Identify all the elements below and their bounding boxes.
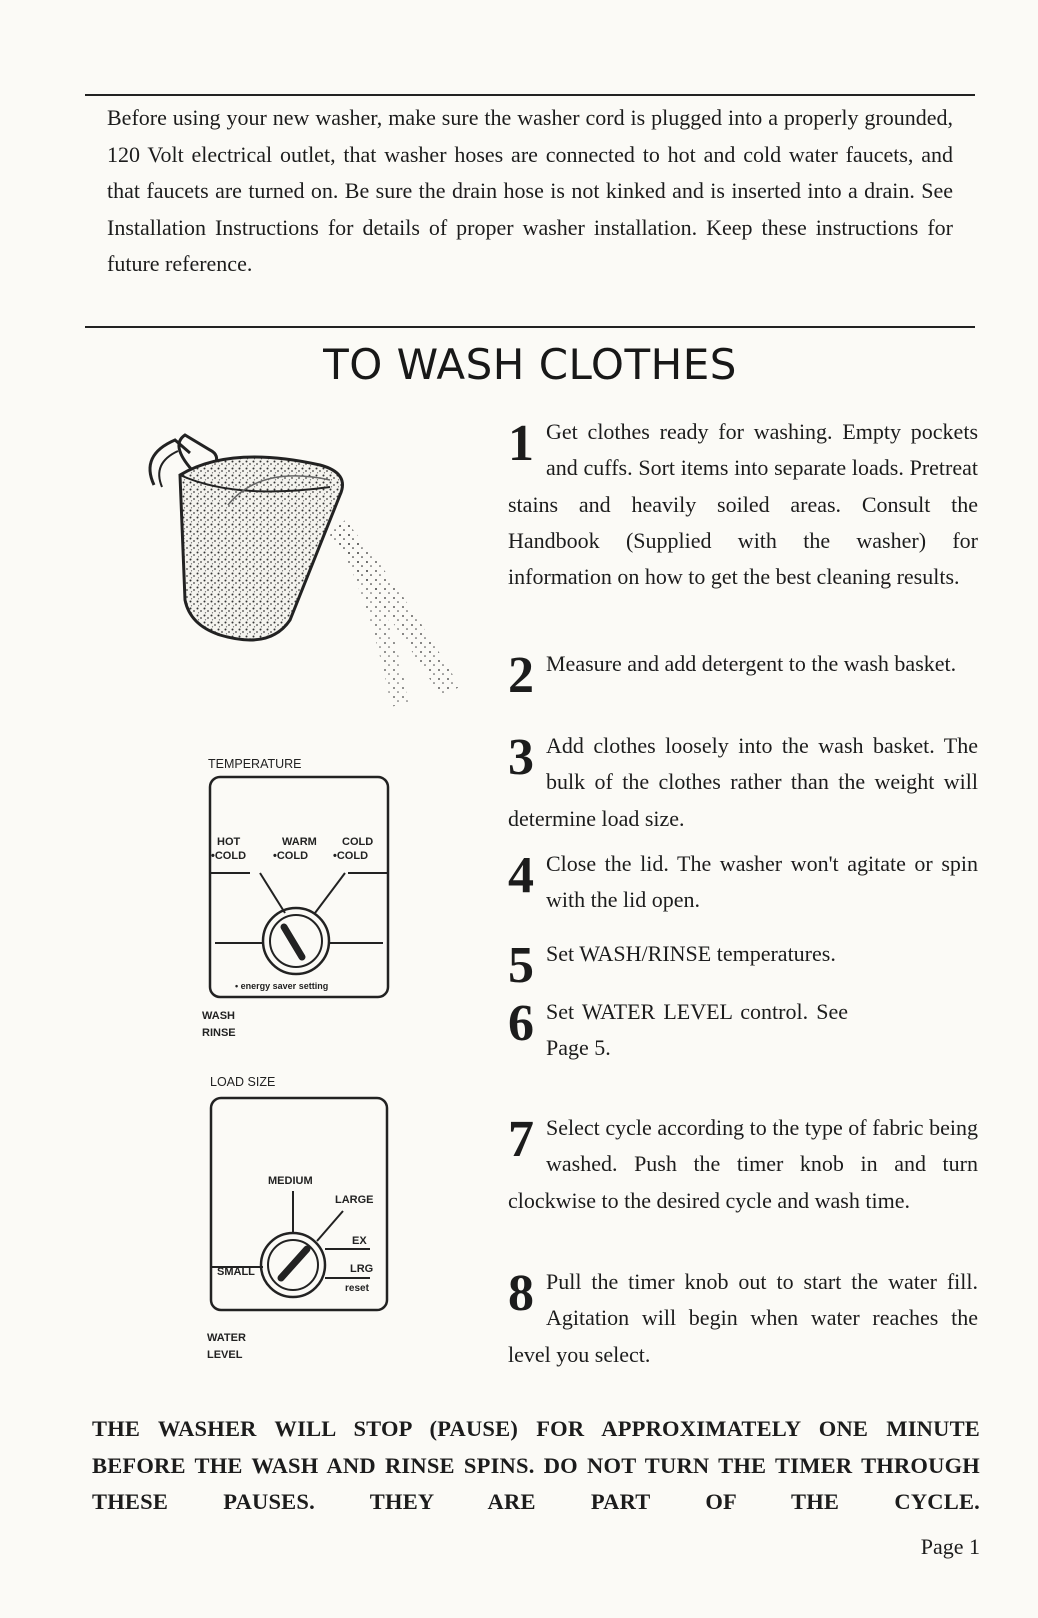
- step-2: [508, 646, 978, 704]
- step-5: [508, 936, 978, 994]
- step-3: [508, 728, 978, 837]
- intro-bottom-rule: [85, 326, 975, 328]
- water-caption: WATER: [207, 1332, 246, 1344]
- large-label: LARGE: [335, 1194, 374, 1206]
- step-2-text: Measure and add detergent to the wash basket.: [546, 651, 957, 676]
- intro-paragraph: Before using your new washer, make sure the washer cord is plugged into a properly grounded, 120 Volt electrical outlet, that washer hoses are connected to hot and cold water faucets, and that faucets are turned on. Be sure the drain hose is not kinked and is inserted into a drain. See Installation Instructions for details of proper washer installation. Keep these instructions for future reference.: [107, 105, 953, 276]
- temperature-heading: TEMPERATURE: [208, 757, 302, 771]
- detergent-cup-illustration: [140, 425, 480, 725]
- step-6-number: 6: [508, 995, 534, 1052]
- step-7: [508, 1110, 978, 1219]
- step-4-text: Close the lid. The washer won't agitate or spin with the lid open.: [546, 851, 978, 913]
- pause-warning: THE WASHER WILL STOP (PAUSE) FOR APPROXIMATELY ONE MINUTE BEFORE THE WASH AND RINSE SPINS. DO NOT TURN THE TIMER THROUGH THESE PAUSES. THEY ARE PART OF THE CYCLE.: [92, 1416, 980, 1514]
- wash-caption: WASH: [202, 1010, 235, 1022]
- step-5-number: 5: [508, 937, 534, 994]
- temp-setting-1-bottom: •COLD: [211, 850, 247, 862]
- step-3-number: 3: [508, 729, 534, 786]
- temp-setting-3-bottom: •COLD: [333, 850, 369, 862]
- step-1-number: 1: [508, 415, 534, 472]
- ex-label: EX: [352, 1235, 367, 1247]
- step-2-number: 2: [508, 647, 534, 704]
- step-6: [508, 994, 848, 1067]
- rinse-caption: RINSE: [202, 1027, 236, 1039]
- temp-setting-2-top: WARM: [282, 836, 317, 848]
- step-8: [508, 1264, 978, 1373]
- page-number: Page 1: [920, 1534, 980, 1559]
- step-7-number: 7: [508, 1111, 534, 1168]
- step-8-text: Pull the timer knob out to start the water fill. Agitation will begin when water reaches the level you select.: [508, 1269, 978, 1367]
- energy-saver-footnote: • energy saver setting: [235, 981, 329, 991]
- step-8-number: 8: [508, 1265, 534, 1322]
- step-1: [508, 414, 978, 595]
- small-label: SMALL: [217, 1266, 255, 1278]
- temperature-dial-diagram: [200, 755, 400, 1045]
- top-rule: [85, 94, 975, 96]
- reset-label: reset: [345, 1283, 369, 1294]
- step-3-text: Add clothes loosely into the wash basket. The bulk of the clothes rather than the weight will determine load size.: [508, 733, 978, 831]
- medium-label: MEDIUM: [268, 1175, 313, 1187]
- temperature-dial-frame: [210, 777, 388, 997]
- step-6-text: Set WATER LEVEL control. See Page 5.: [546, 999, 848, 1061]
- load-size-dial-diagram: [205, 1073, 405, 1363]
- temp-setting-3-top: COLD: [342, 836, 374, 848]
- temp-setting-1-top: HOT: [217, 836, 241, 848]
- step-4: [508, 846, 978, 919]
- temp-setting-2-bottom: •COLD: [273, 850, 309, 862]
- step-4-number: 4: [508, 847, 534, 904]
- load-size-heading: LOAD SIZE: [210, 1075, 276, 1089]
- lrg-label: LRG: [350, 1263, 374, 1275]
- level-caption: LEVEL: [207, 1349, 243, 1361]
- step-1-text: Get clothes ready for washing. Empty pockets and cuffs. Sort items into separate loads. Pretreat stains and heavily soiled areas. Consult the Handbook (Supplied with the washer) for information on how to get the best cleaning results.: [508, 419, 978, 590]
- step-7-text: Select cycle according to the type of fabric being washed. Push the timer knob in and turn clockwise to the desired cycle and wash time.: [508, 1115, 978, 1213]
- step-5-text: Set WASH/RINSE temperatures.: [546, 941, 836, 966]
- page-title: TO WASH CLOTHES: [323, 340, 737, 389]
